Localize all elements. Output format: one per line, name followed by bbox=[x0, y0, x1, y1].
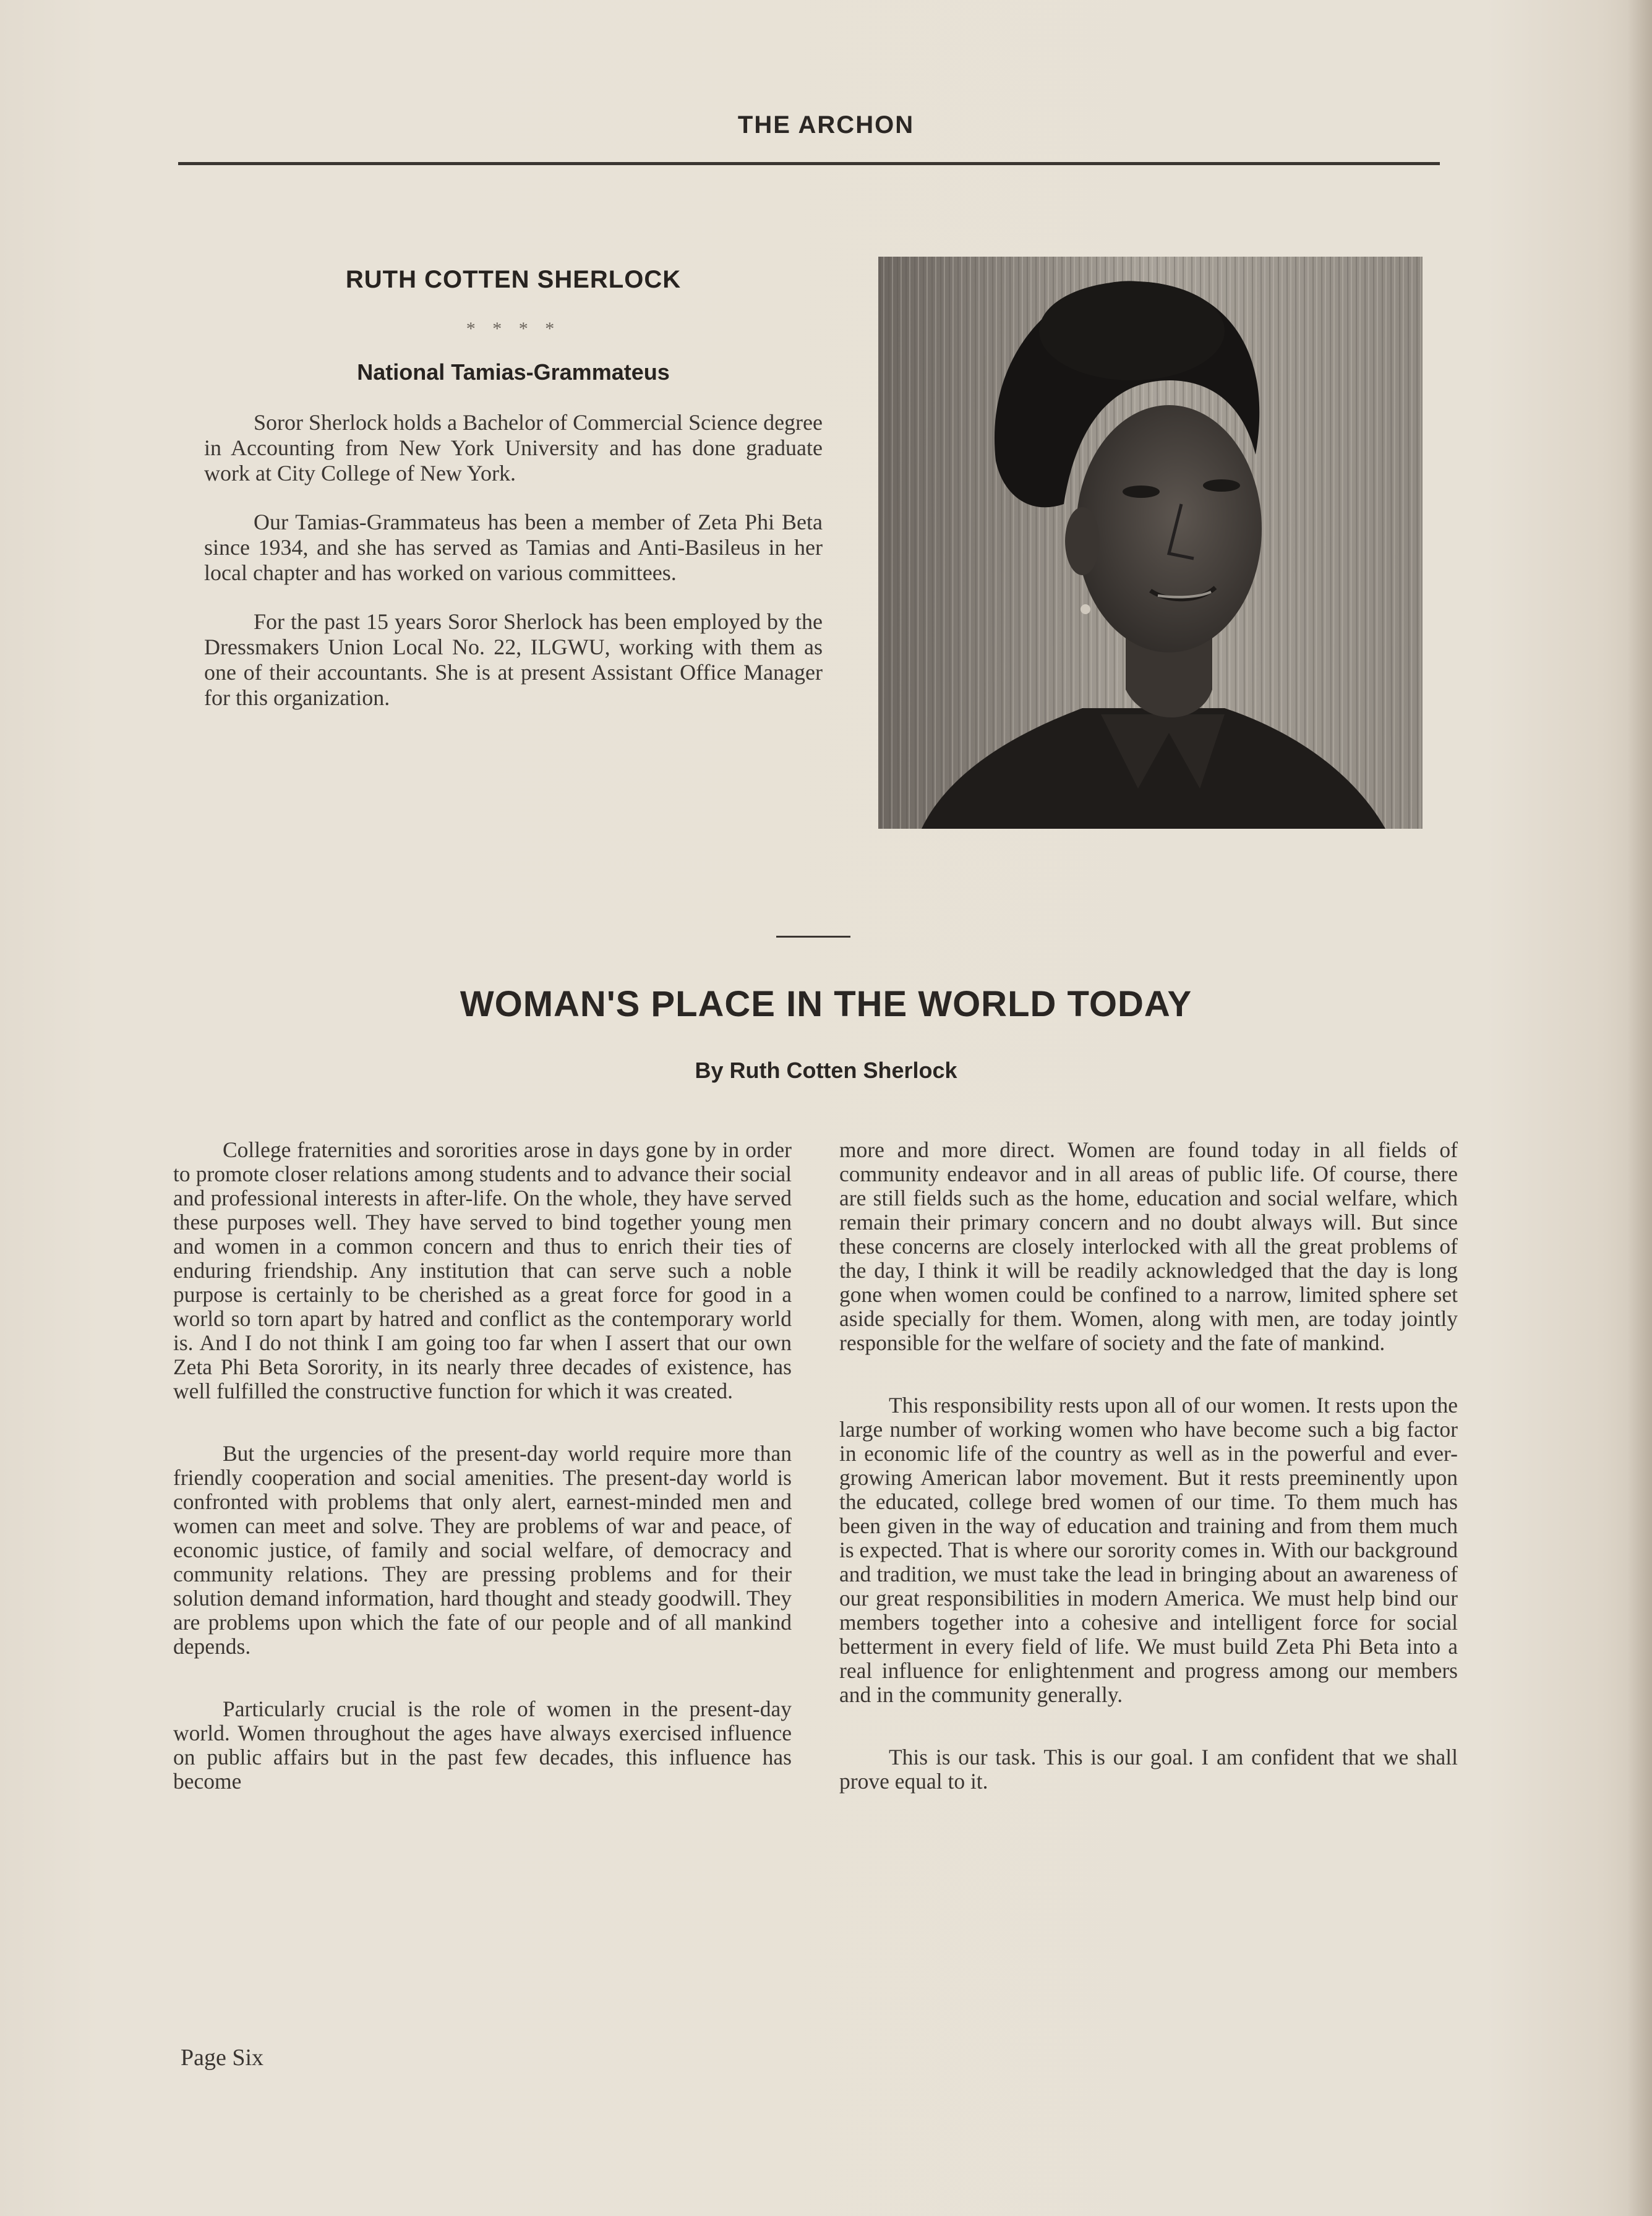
bio-section bbox=[204, 266, 823, 711]
bio-office-title: National Tamias-Grammateus bbox=[357, 359, 670, 385]
article-column-right bbox=[839, 1138, 1458, 1832]
section-divider bbox=[776, 936, 850, 938]
article-paragraph: College fraternities and sororities arose in days gone by in order to promote closer relations among students and to advance their social and professional interests in after-life. On the whole, they have served these purposes well. They have served to bind together young men and women in a common concern and thus to enrich their ties of enduring friendship. Any institution that can serve such a noble purpose is certainly to be cherished as a great force for good in a world so torn apart by hatred and conflict as the contemporary world is. And I do not think I am going too far when I assert that our own Zeta Phi Beta Sorority, in its nearly three decades of existence, has well fulfilled the constructive function for which it was created. bbox=[173, 1137, 792, 1403]
bio-name: RUTH COTTEN SHERLOCK bbox=[345, 266, 682, 293]
page-number: Page Six bbox=[181, 2045, 264, 2071]
running-head: THE ARCHON bbox=[737, 111, 915, 139]
article-paragraph: Particularly crucial is the role of women in the present-day world. Women throughout the ages have always exercised influence on public affairs but in the past few decades, this influence has become bbox=[173, 1696, 792, 1794]
article-paragraph: This responsibility rests upon all of our women. It rests upon the large number of working women who have become such a big factor in economic life of the country as well as in the powerful and ever-growing American labor movement. But it rests preeminently upon the educated, college bred women of our time. To them much has been given in the way of education and training and from them much is expected. That is where our sorority comes in. With our background and tradition, we must take the lead in bringing about an awareness of our great responsibilities in modern America. We must help bind our members together into a cohesive and intelligent force for social betterment in every field of life. We must build Zeta Phi Beta into a real influence for enlightenment and progress among our members and in the community generally. bbox=[839, 1393, 1458, 1707]
portrait-photo bbox=[878, 257, 1423, 829]
bio-separator: * * * * bbox=[466, 319, 561, 339]
bio-text bbox=[204, 410, 823, 711]
article-title: WOMAN'S PLACE IN THE WORLD TODAY bbox=[460, 984, 1192, 1024]
article-byline: By Ruth Cotten Sherlock bbox=[695, 1058, 957, 1083]
bio-paragraph: Soror Sherlock holds a Bachelor of Commercial Science degree in Accounting from New York University and has done graduate work at City College of New York. bbox=[204, 410, 823, 486]
bio-paragraph: For the past 15 years Soror Sherlock has been employed by the Dressmakers Union Local No. 22, ILGWU, working with them as one of their accountants. She is at present Assistant Office Manager for this organization. bbox=[204, 609, 823, 710]
article-paragraph: But the urgencies of the present-day world require more than friendly cooperation and social amenities. The present-day world is confronted with problems that only alert, earnest-minded men and women can meet and solve. They are problems of war and peace, of economic justice, of family and social welfare, of democracy and community relations. They are pressing problems and for their solution demand information, hard thought and steady goodwill. They are problems upon which the fate of our people and of all mankind depends. bbox=[173, 1441, 792, 1659]
header-rule bbox=[178, 162, 1440, 165]
article-column-left bbox=[173, 1138, 792, 1832]
bio-paragraph: Our Tamias-Grammateus has been a member of Zeta Phi Beta since 1934, and she has served as Tamias and Anti-Basileus in her local chapter and has worked on various committees. bbox=[204, 510, 823, 585]
page-edge-shadow bbox=[1627, 0, 1652, 2216]
article-paragraph: This is our task. This is our goal. I am confident that we shall prove equal to it. bbox=[839, 1745, 1458, 1794]
article-paragraph-continued: more and more direct. Women are found today in all fields of community endeavor and in all areas of public life. Of course, there are still fields such as the home, education and social welfare, which remain their primary concern and no doubt always will. But since these concerns are closely interlocked with all the great problems of the day, I think it will be readily acknowledged that the day is long gone when women could be confined to a narrow, limited sphere set aside specially for them. Women, along with men, are today jointly responsible for the welfare of society and the fate of mankind. bbox=[839, 1137, 1458, 1355]
